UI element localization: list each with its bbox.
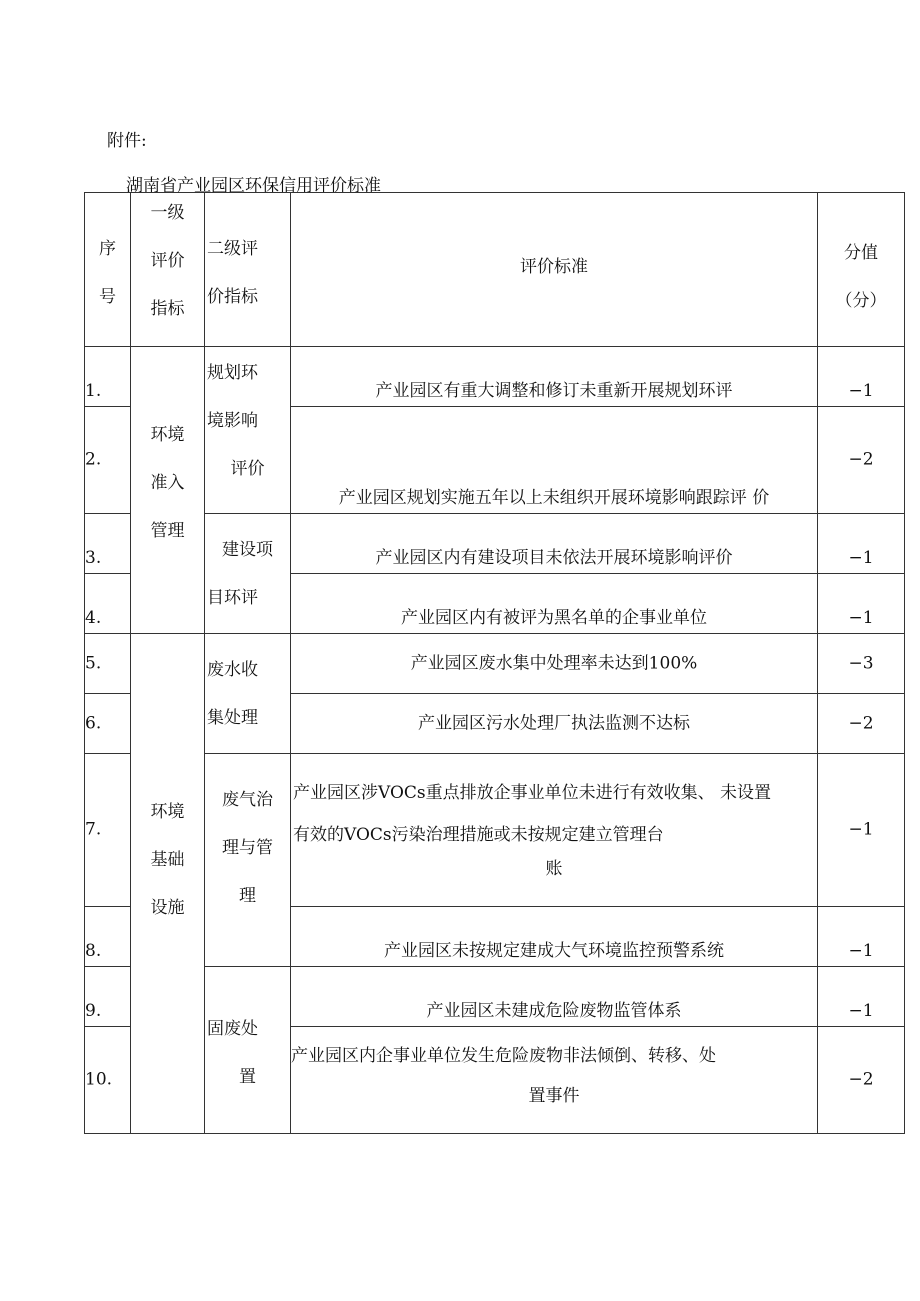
criteria-text: 产业园区规划实施五年以上未组织开展环境影响跟踪评 价 [338, 488, 770, 509]
criteria-text: 产业园区污水处理厂执法监测不达标 [418, 713, 690, 734]
criteria-text: 产业园区内有被评为黑名单的企事业单位 [401, 608, 707, 629]
score-value: −2 [848, 449, 874, 470]
document-title: 湖南省产业园区环保信用评价标准 [126, 176, 381, 196]
row-number: 1. [85, 381, 102, 402]
table-row [85, 754, 905, 907]
score-value: −2 [848, 713, 874, 734]
row-number: 6. [85, 713, 102, 734]
header-num: 序 号 [85, 193, 131, 347]
score-value: −1 [848, 941, 874, 962]
row-number: 4. [85, 608, 102, 629]
score-value: −2 [848, 1069, 874, 1090]
header-level2: 二级评 价指标 [205, 193, 291, 347]
criteria-text: 产业园区未按规定建成大气环境监控预警系统 [384, 941, 724, 962]
evaluation-standard-table [84, 192, 905, 1134]
criteria-text: 产业园区涉VOCs重点排放企事业单位未进行有效收集、 未设置 有效的VOCs污染治理措施或未按规定建立管理台 账 [293, 783, 772, 879]
criteria-text: 产业园区内有建设项目未依法开展环境影响评价 [375, 548, 733, 569]
header-score: 分值 （分） [818, 193, 905, 347]
row-number: 8. [85, 941, 102, 962]
level2-cell-exhaust-gas: 废气治 理与管 理 [205, 754, 291, 967]
header-level1: 一级 评价 指标 [131, 193, 205, 347]
criteria-text: 产业园区有重大调整和修订未重新开展规划环评 [375, 381, 733, 402]
attachment-label: 附件: [107, 131, 147, 151]
score-value: −1 [848, 1001, 874, 1022]
table-row [85, 347, 905, 407]
row-number: 10. [85, 1069, 113, 1090]
criteria-text: 产业园区内企事业单位发生危险废物非法倾倒、转移、处 置事件 [291, 1046, 716, 1106]
header-criteria: 评价标准 [291, 193, 818, 347]
score-value: −1 [848, 548, 874, 569]
score-value: −1 [848, 381, 874, 402]
score-value: −1 [848, 819, 874, 840]
row-number: 2. [85, 449, 102, 470]
level2-cell-planning-eia: 规划环 境影响 评价 [205, 347, 291, 514]
row-number: 7. [85, 819, 102, 840]
row-number: 9. [85, 1001, 102, 1022]
criteria-text: 产业园区未建成危险废物监管体系 [426, 1001, 682, 1022]
level2-cell-wastewater: 废水收 集处理 [205, 634, 291, 754]
score-value: −3 [848, 653, 874, 674]
level2-cell-solid-waste: 固废处 置 [205, 967, 291, 1134]
row-number: 5. [85, 653, 102, 674]
level2-cell-project-eia: 建设项 目环评 [205, 514, 291, 634]
table-header-row [85, 193, 905, 347]
table-row [85, 514, 905, 574]
row-number: 3. [85, 548, 102, 569]
level1-cell-access: 环境 准入 管理 [131, 347, 205, 634]
table-row [85, 967, 905, 1027]
score-value: −1 [848, 608, 874, 629]
table-row [85, 634, 905, 694]
criteria-text: 产业园区废水集中处理率未达到100% [410, 653, 698, 674]
level1-cell-infrastructure: 环境 基础 设施 [131, 634, 205, 1134]
